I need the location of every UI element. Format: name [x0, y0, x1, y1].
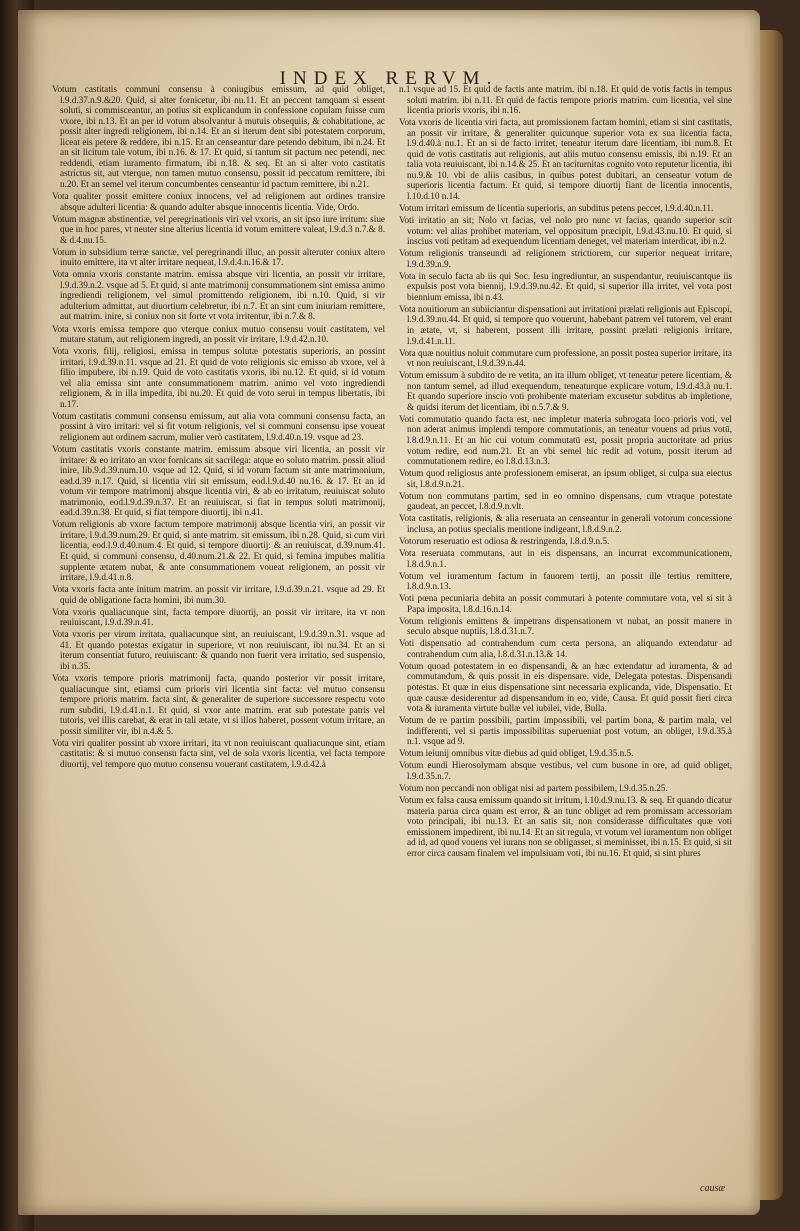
index-entry: Vota vxoris, filij, religiosi, emissa in tempus solutæ potestatis superioris, an possint irritari, l.9.d.39.n.11. vsque ad 21. Et quid de voto religionis sic emisso ab vxore, vel à filio impubere, ibi n.19. Quid de voto castitatis vxoris, ibi nu.12. Et quid, si id votum vel alia emissa sint ante consummationem matrim. animo vel voto ingrediendi religionem, & in illa impedita, ibi nu.20. Et quid de voto serui in tempus libertatis, ibi n.17.: [52, 346, 385, 409]
index-entry: Vota vxoris de licentia viri facta, aut promissionem factam homini, etiam si sint castitatis, an possit vir irritare, & generaliter quicunque superior vota ex sua licentia facta, l.9.d.40.à nu.1. Et an si de facto irritet, teneatur iterum dare licentiam, ibi num.8. Et quid de votis castitatis aut religionis, aut aliis mutuo consensu emissis, ibi n.19. Et an talia vota reuiuiscant, ibi n.14.& 25. Et an taciturnitas cognito voto reputetur licentia, ibi nu.9.& 10. vbi de aliis casibus, in quibus potest dubitari, an censeatur votum de superioris licentia factum. Et quid, si tempore diuortij fiant de licentia innocentis, l.10.d.10 n.14.: [399, 117, 732, 201]
index-entry: Votum religionis emittens & impetrans dispensationem vt nubat, an possit manere in seculo absque nuptiis, l.8.d.31.n.7.: [399, 615, 732, 637]
running-title: INDEX RERVM.: [279, 68, 499, 89]
right-column: [399, 84, 732, 1204]
index-entry: Voti irritatio an sit; Nolo vt facias, vel nolo pro nunc vt facias, quando superior scit votum: vel alias prohibet materiam, vel oppositum præcipit, l.9.d.43.nu.10. Et quid, si inscius voti petitam ad exequendum licentiam deneget, vel materiam interdicat, ibi n.2.: [399, 215, 732, 247]
catchword: causæ: [700, 1183, 725, 1194]
index-entry: Vota viri qualiter possint ab vxore irritari, ita vt non reuiuiscant qualiacunque sint, etiam castitatis: & si mutuo consensu facta sint, vel de sola vxoris licentia, vel facta tempore diuortij, vel tempore quo mutuo consensu vouerant castitatem, l.9.d.42.à: [52, 737, 385, 769]
index-entry: Votum in subsidium terræ sanctæ, vel peregrinandi illuc, an possit alteruter coniux altero inuito emittere, ita vt alter irritare nequeat, l.9.d.4.n.16.& 17.: [52, 246, 385, 268]
index-entry: Vota castitatis, religionis, & alia reseruata an censeantur in generali votorum concessione inclusa, an potius specialis mentione indigeant, l.8.d.9.n.2.: [399, 513, 732, 534]
index-entry: Votum castitatis communi consensu emissum, aut alia vota communi consensu facta, an possint à viro irritari: vel si fit votum religionis, vel si communi consensu ipse voueat religionem aut ordinem sacrum, mulier verò castitatem, l.9.d.40.n.19. vsque ad 23.: [52, 410, 385, 442]
index-entry: Vota qualiter possit emittere coniux innocens, vel ad religionem aut ordines transire absque adulteri licentia: & quando adulter absque innocentis licentia. Vide, Ordo.: [52, 190, 385, 212]
index-entry: Votum de re partim possibili, partim impossibili, vel partim bona, & partim mala, vel indifferenti, vel si partis impossibilitas superueniat post votum, an obliget, l.9.d.35.à n.1. vsque ad 9.: [399, 715, 732, 747]
index-entry: Votum castitatis vxoris constante matrim. emissum absque viri licentia, an possit vir irritare: & eo irritato an vxor fornicans sit sacrilega: atque eo soluto matrim. possit aliud inire, lib.9.d.39.num.10. vsque ad 12. Quid, si id votum factum sit ante matrimonium, ead.d.39 n.17. Quid, si licentia viri sit emissum, eod.l.9.d.40 nu.16. & 17. Et an id votum vir tempore matrimonij absque licentia viri, & ab eo irritatum, reuiuiscat soluto matrimonio, eod.l.9.d.39.n.37. Et an reuiuiscat, si fiat in tempus soluti matrimonij, ead.d.39.n.38. Et quid, si fiat tempore diuortij, ibi n.41.: [52, 444, 385, 518]
index-entry: Votum non peccandi non obligat nisi ad partem possibilem, l.9.d.35.n.25.: [399, 782, 668, 793]
index-entry: Vota vxoris tempore prioris matrimonij facta, quando posterior vir possit irritare, qualiacunque sint, etiamsi cum prioris viri licentia sint facta: vel mutuo consensu tempore prioris matrim. facta sint, & generaliter de superiore successore respectu voto rum subditi, l.9.d.41.n.1. Et quid, si vxor ante matrim. erat sub potestate patris vel tutoris, vel illis carebat, & erat in tali ætate, vt si illos haberet, possent votum irritare, an possit similiter vir, ibi n.4.& 5.: [52, 673, 385, 736]
index-entry: Votum ex falsa causa emissum quando sit irritum, l.10.d.9.nu.13. & seq. Et quando dicatur materia parua circa quam est error, & an tunc obliget ad rem promissam accessoriam voto principali, ibi nu.13. Et an satis sit, non considerasse difficultates quæ voti emissionem impedirent, ibi nu.14. Et an sit regula, vt votum vel iuramentum non obliget ad id, ad quod vouens vel iurans non se obligasset, si meminisset, ibi n.15. Et quid, si sit error circa causam finalem vel impulsiuam voti, ibi nu.16. Et quid, si sint plures: [399, 795, 732, 858]
index-entry: Vota nouitiorum an subiiciantur dispensationi aut irritationi prælati religionis aut Episcopi, l.9.d.39.nu.44. Et quid, si tempore quo vouerunt, habebant patrem vel tutorem, vel erant in ætate, vt, si haberent, possent illi irritare, possint prælati religionis irritare, l.9.d.41.n.11.: [399, 303, 732, 346]
index-entry: Voti pœna pecuniaria debita an possit commutari à potente commutare vota, vel si sit à Papa imposita, l.8.d.16.n.14.: [399, 593, 732, 614]
index-entry: Votum quoad potestatem in eo dispensandi, & an hæc extendatur ad iuramenta, & ad commutandum, & quis possit in eis dispensare. vide, Delegata potestas. Dispensandi potestas. Et quæ in eius dispensatione sint necessaria explicanda, vide, Dispensatio. Et quæ causæ desiderentur ad dispensandum in eo, vide, Causa. Et quid possit fieri circa vota & iuramenta virtute bullæ vel iubilei, vide, Bulla.: [399, 660, 732, 714]
index-entry: Votum quod religiosus ante professionem emiserat, an ipsum obliget, si culpa sua eiectus sit, l.8.d.9.n.21.: [399, 468, 732, 489]
index-columns: [52, 84, 732, 1204]
index-entry: Vota vxoris qualiacunque sint, facta tempore diuortij, an possit vir irritare, ita vt non reuiuiscant, l.9.d.39.n.41.: [52, 606, 385, 628]
index-entry: Votum castitatis communi consensu à coniugibus emissum, ad quid obliget, l.9.d.37.n.9.&20. Quid, si alter fornicetur, ibi nu.11. Et an peccent tamquam si essent soluti, si commisceantur, an potius sit explicandum in confessione copulam fuisse cum vxore, ibi n.13. Et an per id votum absolvantur à mutuis obsequiis, & cohabitatione, ac possit alter ingredi religionem, ibi n.14. Et an si iterum dent sibi potestatem corporum, liceat eis petere & reddere, ibi n.15. Et an censeantur dare petendo debitum, ibi n.24. Et an sit licitum tale votum, ibi n.16. & 17. Et quid, si tantum sit pactum nec petendi, nec reddendi, etiam iuramento firmatum, ibi n.18. & seq. Et an si alter voto castitatis astrictus sit, aut vterque, non tamen mutuo consensu, possit id peccatum remittere, ibi n.20. Et an semel vel iterum concumbentes censeantur id pactum remittere, ibi n.21.: [52, 84, 385, 189]
index-entry: n.1 vsque ad 15. Et quid de factis ante matrim. ibi n.18. Et quid de votis factis in tempus soluti matrim. ibi n.11. Et quid de factis tempore prioris matrim. cum licentia, vel sine licentia prioris vxoris, ibi n.16.: [399, 84, 732, 116]
index-entry: Vota vxoris emissa tempore quo vterque coniux mutuo consensu vouit castitatem, vel mutare statum, aut religionem ingredi, an possit vir irritare, l.9.d.42.n.10.: [52, 323, 385, 345]
index-entry: Votorum reseruatio est odiosa & restringenda, l.8.d.9.n.5.: [399, 535, 610, 546]
index-entry: Votum religionis transeundi ad religionem strictiorem, cur superior nequeat irritare, l.9.d.39.n.9.: [399, 248, 732, 269]
index-entry: Votum non commutans partim, sed in eo omnino dispensans, cum vtraque potestate gaudeat, an peccet, l.8.d.9.n.vlt.: [399, 490, 732, 512]
index-entry: Votum emissum à subdito de re vetita, an ita illum obliget, vt teneatur petere licentiam, & non tantum semel, ad illud exequendum, teneaturque explicare votum, l.9.d.43.à nu.1. Et quando superiore inscio voti prohibente materiam excusetur subditus ab impletione, & quidsi iterum det licentiam, ibi n.5.7.& 9.: [399, 370, 732, 412]
index-entry: Votum magnæ abstinentiæ, vel peregrinationis viri vel vxoris, an sit ipso iure irritum: siue que in hoc pares, vt neuter sine alterius licentia id votum emittere valeat, l.9.d.3 n.7.& 8. & d.4.nu.15.: [52, 213, 385, 245]
index-entry: Votum eundi Hierosolymam absque vestibus, vel cum busone in ore, ad quid obliget, l.9.d.35.n.7.: [399, 760, 732, 781]
index-entry: Vota omnia vxoris constante matrim. emissa absque viri licentia, an possit vir irritare, l.9.d.39.n.2. vsque ad 5. Et quid, si ante matrimonij consummationem sint emissa animo ingrediendi religionem, vel simul promittendo religionem, ibi n.10. Quid, si vir adulterium admittat, aut diuortium celebretur, ibi n.7. Et an sint cum iniuriam remittere, aut matrim. inire, si coniux non sit forte vt vota irritentur, ibi n.7.& 8.: [52, 269, 385, 322]
index-entry: Vota reseruata commutans, aut in eis dispensans, an incurrat excommunicationem, l.8.d.9.n.1.: [399, 547, 732, 569]
index-entry: Vota vxoris per virum irritata, qualiacunque sint, an reuiuiscant, l.9.d.39.n.31. vsque ad 41. Et quando potestas exigatur in superiore, vt non reuiuiscant, ibi nu.34. Et an si iterum consentiat futuro, reuiuiscant: & quando non fuerit vera irritatio, sed suspensio, ibi n.35.: [52, 629, 385, 671]
index-entry: Vota quæ nouitius noluit commutare cum professione, an possit postea superior irritare, ita vt non reuiuiscant, l.9.d.39.n.44.: [399, 347, 732, 369]
index-entry: Voti commutatio quando facta est, nec impletur materia subrogata loco prioris voti, vel non aderat animus implendi tempore commutationis, an teneatur vouens ad prius votū, l.8.d.9.n.11. Et an hic cui votum commutatū est, possit propria auctoritate ad prius votum redire, eod num.21. Et an vbi semel hic redit ad votum, possit iterum ad commutationem redire, eo l.8.d.13.n.3.: [399, 413, 732, 467]
index-entry: Voti dispensatio ad contrahendum cum certa persona, an aliquando extendatur ad contrahendum cum alia, l.8.d.31.n.13.& 14.: [399, 638, 732, 659]
index-entry: Votum religionis ab vxore factum tempore matrimonij absque licentia viri, an possit vir irritare, l.9.d.39.num.29. Et quid, si ante matrim. sit emissum, ibi n.28. Quid, si cum viri licentia, eod.l.9.d.40.num.4. Et quid, si tempore diuortij: & an reuiuiscat, d.39.num.41. Et quid, si communi consensu, d.40.num.21.& 22. Et quid, si femina impubes malitia supplente ætatem nubat, & ante consummationem voueat religionem, an possit vir irritare, l.9.d.41.n.8.: [52, 519, 385, 583]
index-entry: Votum ieiunij omnibus vitæ diebus ad quid obliget, l.9.d.35.n.5.: [399, 748, 634, 759]
index-entry: Votum irritari emissum de licentia superioris, an subditus petens peccet, l.9.d.40.n.11.: [399, 203, 714, 214]
index-entry: Votum vel iuramentum factum in fauorem tertij, an possit ille tertius remittere, l.8.d.9.n.13.: [399, 570, 732, 592]
index-entry: Vota vxoris facta ante initum matrim. an possit vir irritare, l.9.d.39.n.21. vsque ad 29. Et quid de obligatione facta homini, ibi num.30.: [52, 584, 385, 605]
index-entry: Vota in seculo facta ab iis qui Soc. Iesu ingrediuntur, an suspendantur, reuiuiscantque iis expulsis post vota biennij, l.9.d.39.nu.42. Et quid, si superior illa irritet, vel vota post biennium emissa, ibi n.43.: [399, 270, 732, 302]
left-column: [52, 84, 385, 1204]
